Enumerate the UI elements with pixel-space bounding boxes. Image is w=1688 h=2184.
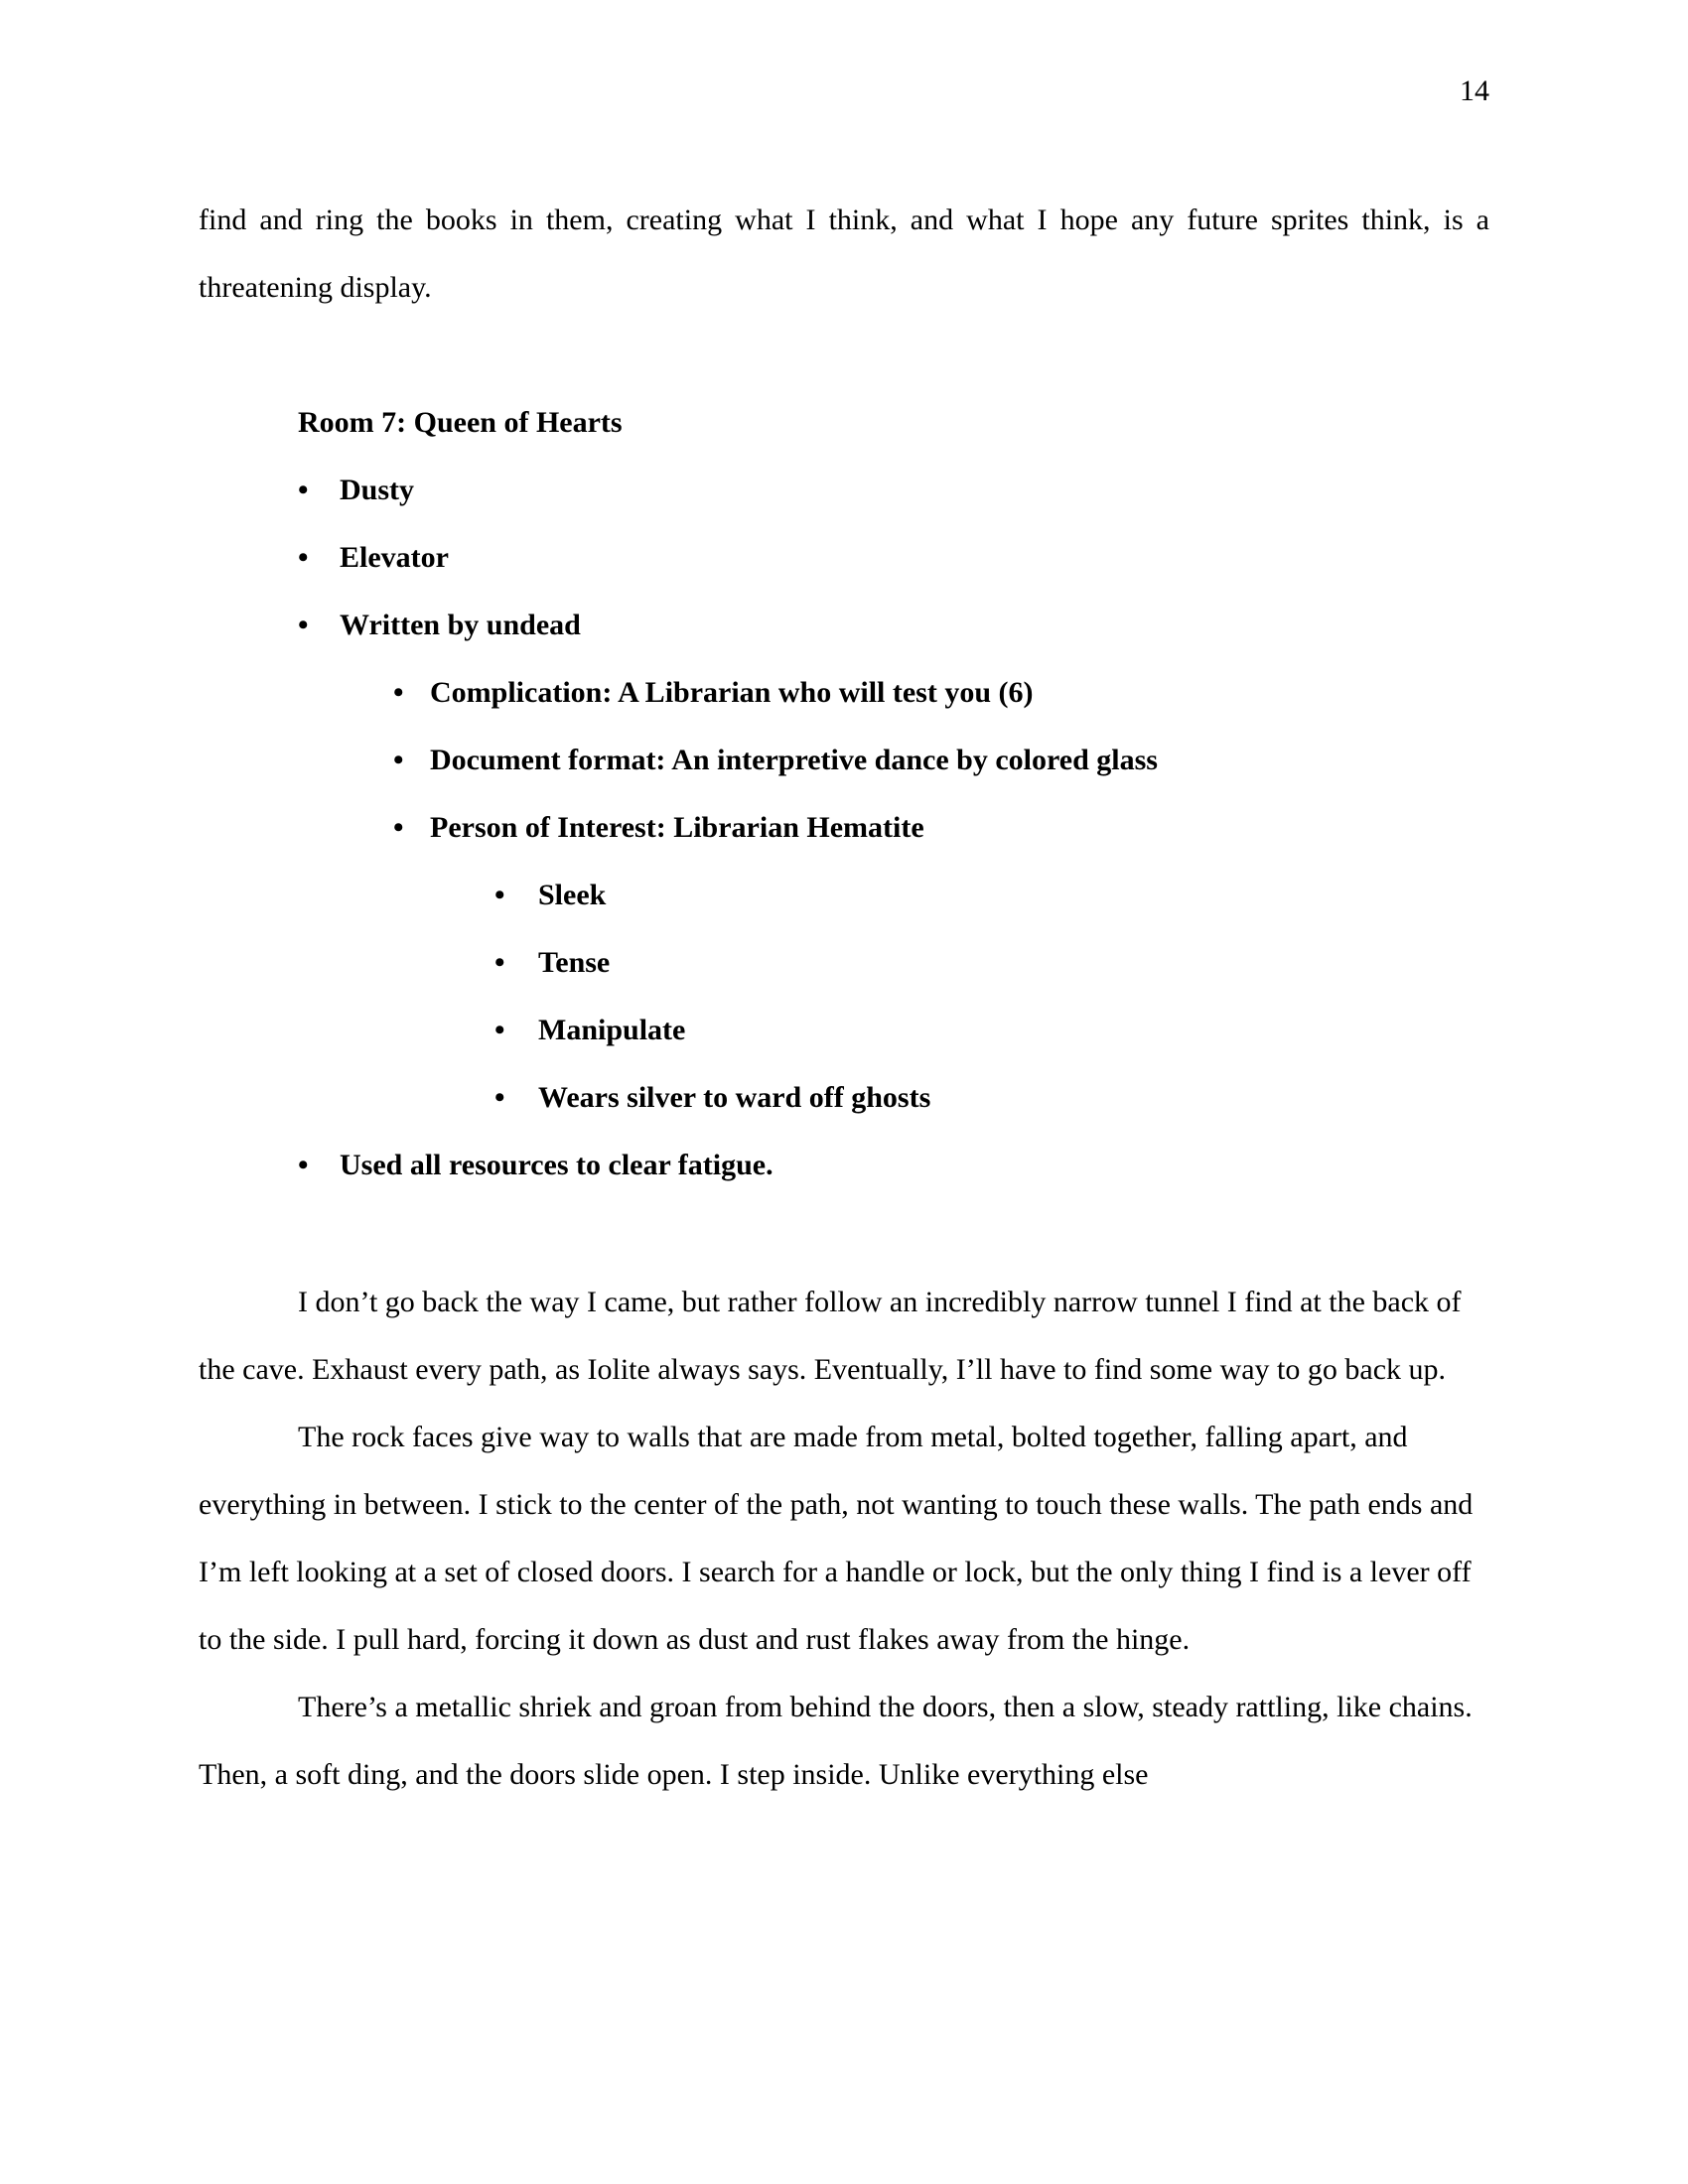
bullet-icon: • <box>494 879 505 911</box>
note-item-label: Elevator <box>340 541 449 574</box>
room-title: Room 7: Queen of Hearts <box>298 406 623 439</box>
opening-paragraph: find and ring the books in them, creating what I think, and what I hope any future sprites think, is a threatening display. <box>199 204 1489 304</box>
note-subitem-label: Document format: An interpretive dance by colored glass <box>430 744 1158 776</box>
note-subitem-label: Person of Interest: Librarian Hematite <box>430 811 924 844</box>
bullet-icon: • <box>298 609 309 641</box>
bullet-icon: • <box>298 474 309 506</box>
bullet-icon: • <box>494 946 505 979</box>
bullet-icon: • <box>393 676 404 709</box>
bullet-icon: • <box>494 1081 505 1114</box>
trait-label: Wears silver to ward off ghosts <box>538 1081 931 1114</box>
page-number: 14 <box>1460 74 1489 107</box>
story-paragraph: There’s a metallic shriek and groan from behind the doors, then a slow, steady rattling, like chains. Then, a soft ding, and the doors slide open. I step inside. Unlike everything else <box>199 1691 1473 1791</box>
story-paragraph: I don’t go back the way I came, but rather follow an incredibly narrow tunnel I find at the back of the cave. Exhaust every path, as Iolite always says. Eventually, I’ll have to find some way to go back up. <box>199 1286 1462 1386</box>
trait-label: Sleek <box>538 879 607 911</box>
story-text <box>199 1269 1489 1809</box>
story-paragraph: The rock faces give way to walls that are made from metal, bolted together, falling apart, and everything in between. I stick to the center of the path, not wanting to touch these walls. The path ends and I’m left looking at a set of closed doors. I search for a handle or lock, but the only thing I find is a lever off to the side. I pull hard, forcing it down as dust and rust flakes away from the hinge. <box>199 1421 1474 1656</box>
note-item-label: Written by undead <box>340 609 581 641</box>
bullet-icon: • <box>393 811 404 844</box>
trait-label: Manipulate <box>538 1014 686 1046</box>
note-subitem-label: Complication: A Librarian who will test you (6) <box>430 676 1034 709</box>
note-item-label: Used all resources to clear fatigue. <box>340 1149 774 1181</box>
bullet-icon: • <box>298 541 309 574</box>
note-item-label: Dusty <box>340 474 415 506</box>
bullet-icon: • <box>393 744 404 776</box>
trait-label: Tense <box>538 946 611 979</box>
opening-paragraph-block <box>199 187 1489 322</box>
bullet-icon: • <box>494 1014 505 1046</box>
bullet-icon: • <box>298 1149 309 1181</box>
